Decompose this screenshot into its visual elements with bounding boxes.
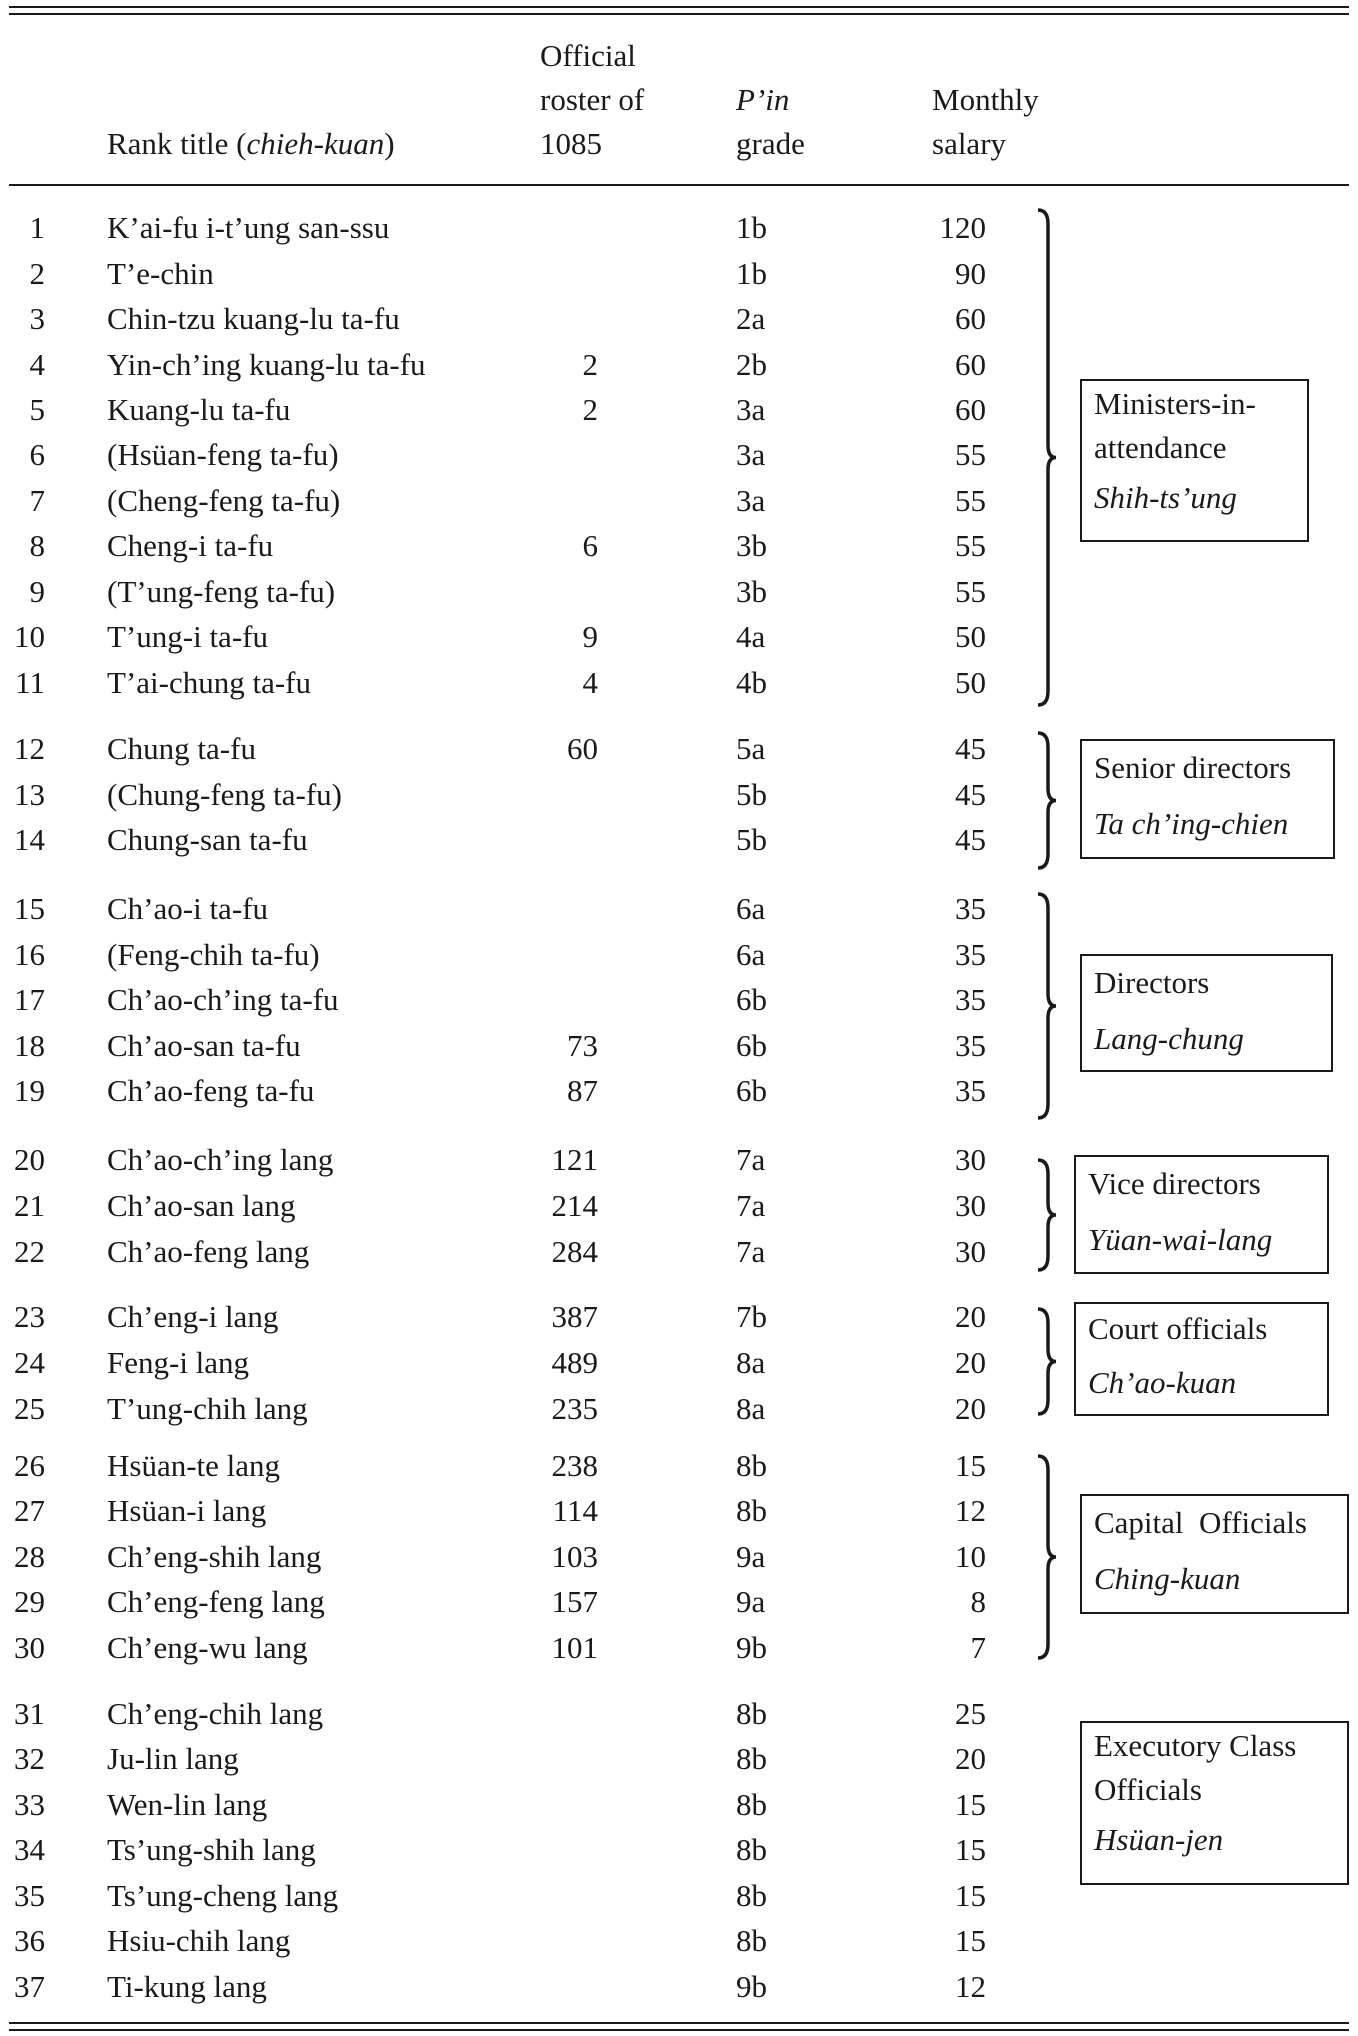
roster-count: 238 bbox=[551, 1448, 598, 1483]
row-number: 12 bbox=[14, 731, 45, 766]
pin-grade: 7a bbox=[736, 1234, 766, 1269]
monthly-salary: 55 bbox=[955, 528, 986, 563]
group-box-directors bbox=[1080, 954, 1333, 1072]
pin-grade: 8b bbox=[736, 1696, 767, 1731]
monthly-salary: 45 bbox=[955, 731, 986, 766]
pin-grade: 8b bbox=[736, 1923, 767, 1958]
roster-count: 2 bbox=[582, 392, 598, 427]
group-term: Ch’ao-kuan bbox=[1088, 1365, 1237, 1400]
row-number: 10 bbox=[14, 619, 45, 654]
rank-title: Ch’eng-i lang bbox=[107, 1299, 279, 1334]
rank-title: Hsüan-te lang bbox=[107, 1448, 281, 1483]
monthly-salary: 20 bbox=[955, 1741, 986, 1776]
roster-count: 60 bbox=[567, 731, 598, 766]
pin-grade: 3a bbox=[736, 392, 766, 427]
roster-count: 235 bbox=[551, 1391, 598, 1426]
roster-count: 101 bbox=[551, 1630, 598, 1665]
row-number: 11 bbox=[15, 665, 45, 700]
row-number: 36 bbox=[14, 1923, 45, 1958]
rank-title: Ts’ung-cheng lang bbox=[107, 1878, 339, 1913]
monthly-salary: 15 bbox=[955, 1787, 986, 1822]
monthly-salary: 30 bbox=[955, 1188, 986, 1223]
pin-grade: 2b bbox=[736, 347, 767, 382]
roster-count: 214 bbox=[551, 1188, 598, 1223]
rank-title: Ch’eng-wu lang bbox=[107, 1630, 308, 1665]
group-label-line1: Executory Class bbox=[1094, 1728, 1297, 1763]
group-label: Vice directors bbox=[1088, 1166, 1261, 1201]
row-number: 19 bbox=[14, 1073, 45, 1108]
group-box-court-officials bbox=[1074, 1302, 1329, 1416]
rank-title: Ch’ao-ch’ing lang bbox=[107, 1142, 334, 1177]
monthly-salary: 60 bbox=[955, 347, 986, 382]
monthly-salary: 50 bbox=[955, 665, 986, 700]
brace-senior-directors bbox=[1034, 731, 1064, 870]
monthly-salary: 120 bbox=[939, 210, 986, 245]
monthly-salary: 55 bbox=[955, 574, 986, 609]
row-number: 29 bbox=[14, 1584, 45, 1619]
roster-count: 121 bbox=[551, 1142, 598, 1177]
pin-grade: 8a bbox=[736, 1391, 766, 1426]
pin-grade: 6b bbox=[736, 1028, 767, 1063]
header-roster-line1: Official bbox=[540, 38, 636, 73]
group-term: Lang-chung bbox=[1094, 1021, 1244, 1056]
rank-title: K’ai-fu i-t’ung san-ssu bbox=[107, 210, 390, 245]
monthly-salary: 90 bbox=[955, 256, 986, 291]
pin-grade: 3b bbox=[736, 574, 767, 609]
rank-title: Ch’eng-shih lang bbox=[107, 1539, 322, 1574]
monthly-salary: 15 bbox=[955, 1878, 986, 1913]
rank-title: Ch’ao-ch’ing ta-fu bbox=[107, 982, 339, 1017]
group-label-line2: Officials bbox=[1094, 1772, 1202, 1807]
roster-count: 6 bbox=[582, 528, 598, 563]
group-term: Ta ch’ing-chien bbox=[1094, 806, 1289, 841]
rank-title: Ch’eng-chih lang bbox=[107, 1696, 324, 1731]
pin-grade: 7b bbox=[736, 1299, 767, 1334]
monthly-salary: 35 bbox=[955, 1028, 986, 1063]
monthly-salary: 35 bbox=[955, 891, 986, 926]
rank-title: Feng-i lang bbox=[107, 1345, 250, 1380]
group-label: Directors bbox=[1094, 965, 1210, 1000]
group-box-capital-officials bbox=[1080, 1494, 1349, 1614]
monthly-salary: 30 bbox=[955, 1234, 986, 1269]
rank-title: (T’ung-feng ta-fu) bbox=[107, 574, 336, 609]
brace-directors bbox=[1034, 892, 1064, 1120]
pin-grade: 9a bbox=[736, 1584, 766, 1619]
roster-count: 103 bbox=[551, 1539, 598, 1574]
header-rule bbox=[9, 184, 1349, 186]
bottom-rule-outer bbox=[9, 2022, 1349, 2024]
group-label: Court officials bbox=[1088, 1311, 1268, 1346]
header-roster-line3: 1085 bbox=[540, 126, 602, 161]
row-number: 27 bbox=[14, 1493, 45, 1528]
pin-grade: 4a bbox=[736, 619, 766, 654]
monthly-salary: 20 bbox=[955, 1345, 986, 1380]
row-number: 25 bbox=[14, 1391, 45, 1426]
monthly-salary: 7 bbox=[970, 1630, 986, 1665]
rank-title: T’ai-chung ta-fu bbox=[107, 665, 311, 700]
pin-grade: 3a bbox=[736, 437, 766, 472]
roster-count: 284 bbox=[551, 1234, 598, 1269]
row-number: 17 bbox=[14, 982, 45, 1017]
top-rule-outer bbox=[9, 6, 1349, 8]
rank-title: Cheng-i ta-fu bbox=[107, 528, 274, 563]
rank-title: Hsiu-chih lang bbox=[107, 1923, 291, 1958]
pin-grade: 3b bbox=[736, 528, 767, 563]
group-label: Senior directors bbox=[1094, 750, 1292, 785]
rank-title: Ch’eng-feng lang bbox=[107, 1584, 325, 1619]
rank-title: Ch’ao-san lang bbox=[107, 1188, 296, 1223]
monthly-salary: 30 bbox=[955, 1142, 986, 1177]
monthly-salary: 8 bbox=[970, 1584, 986, 1619]
pin-grade: 8b bbox=[736, 1878, 767, 1913]
monthly-salary: 10 bbox=[955, 1539, 986, 1574]
pin-grade: 9b bbox=[736, 1630, 767, 1665]
rank-title: (Chung-feng ta-fu) bbox=[107, 777, 342, 812]
pin-grade: 1b bbox=[736, 210, 767, 245]
monthly-salary: 50 bbox=[955, 619, 986, 654]
monthly-salary: 12 bbox=[955, 1493, 986, 1528]
row-number: 4 bbox=[29, 347, 45, 382]
row-number: 7 bbox=[29, 483, 45, 518]
pin-grade: 8b bbox=[736, 1832, 767, 1867]
rank-title: Ts’ung-shih lang bbox=[107, 1832, 316, 1867]
rank-title: Chung ta-fu bbox=[107, 731, 256, 766]
rank-title: Ch’ao-i ta-fu bbox=[107, 891, 268, 926]
group-term: Shih-ts’ung bbox=[1094, 480, 1237, 515]
roster-count: 9 bbox=[582, 619, 598, 654]
row-number: 8 bbox=[29, 528, 45, 563]
monthly-salary: 20 bbox=[955, 1391, 986, 1426]
roster-count: 489 bbox=[551, 1345, 598, 1380]
header-grade: grade bbox=[736, 126, 805, 161]
roster-count: 4 bbox=[582, 665, 598, 700]
pin-grade: 5b bbox=[736, 822, 767, 857]
group-term: Hsüan-jen bbox=[1094, 1822, 1224, 1857]
pin-grade: 7a bbox=[736, 1142, 766, 1177]
row-number: 1 bbox=[29, 210, 45, 245]
row-number: 16 bbox=[14, 937, 45, 972]
pin-grade: 5b bbox=[736, 777, 767, 812]
pin-grade: 6b bbox=[736, 1073, 767, 1108]
group-box-vice-directors bbox=[1074, 1155, 1329, 1274]
pin-grade: 5a bbox=[736, 731, 766, 766]
row-number: 24 bbox=[14, 1345, 45, 1380]
monthly-salary: 12 bbox=[955, 1969, 986, 2004]
roster-count: 2 bbox=[582, 347, 598, 382]
rank-title: Chin-tzu kuang-lu ta-fu bbox=[107, 301, 400, 336]
row-number: 13 bbox=[14, 777, 45, 812]
roster-count: 157 bbox=[551, 1584, 598, 1619]
rank-title: Ch’ao-feng lang bbox=[107, 1234, 310, 1269]
monthly-salary: 60 bbox=[955, 301, 986, 336]
monthly-salary: 35 bbox=[955, 937, 986, 972]
row-number: 30 bbox=[14, 1630, 45, 1665]
row-number: 5 bbox=[29, 392, 45, 427]
header-pin: P’in bbox=[736, 82, 790, 117]
row-number: 28 bbox=[14, 1539, 45, 1574]
row-number: 31 bbox=[14, 1696, 45, 1731]
group-box-senior-directors bbox=[1080, 739, 1335, 859]
monthly-salary: 60 bbox=[955, 392, 986, 427]
group-box-ministers bbox=[1080, 379, 1309, 542]
pin-grade: 6b bbox=[736, 982, 767, 1017]
pin-grade: 8b bbox=[736, 1448, 767, 1483]
rank-title: Wen-lin lang bbox=[107, 1787, 268, 1822]
row-number: 21 bbox=[14, 1188, 45, 1223]
group-label-line1: Ministers-in- bbox=[1094, 386, 1256, 421]
header-rank-title: Rank title (chieh-kuan) bbox=[107, 126, 395, 161]
header-roster-line2: roster of bbox=[540, 82, 645, 117]
pin-grade: 9a bbox=[736, 1539, 766, 1574]
pin-grade: 2a bbox=[736, 301, 766, 336]
monthly-salary: 45 bbox=[955, 822, 986, 857]
group-label-line2: attendance bbox=[1094, 430, 1227, 465]
rank-title: (Feng-chih ta-fu) bbox=[107, 937, 320, 972]
monthly-salary: 45 bbox=[955, 777, 986, 812]
rank-title: Ti-kung lang bbox=[107, 1969, 267, 2004]
row-number: 22 bbox=[14, 1234, 45, 1269]
group-label: Capital Officials bbox=[1094, 1505, 1307, 1540]
row-number: 15 bbox=[14, 891, 45, 926]
header-salary-line2: salary bbox=[932, 126, 1007, 161]
brace-court-officials bbox=[1034, 1307, 1064, 1416]
pin-grade: 4b bbox=[736, 665, 767, 700]
pin-grade: 9b bbox=[736, 1969, 767, 2004]
header-salary-line1: Monthly bbox=[932, 82, 1039, 117]
brace-capital-officials bbox=[1034, 1454, 1064, 1660]
rank-title: Ch’ao-feng ta-fu bbox=[107, 1073, 315, 1108]
pin-grade: 8b bbox=[736, 1493, 767, 1528]
row-number: 14 bbox=[14, 822, 45, 857]
row-number: 20 bbox=[14, 1142, 45, 1177]
monthly-salary: 55 bbox=[955, 483, 986, 518]
rank-title: Ch’ao-san ta-fu bbox=[107, 1028, 301, 1063]
bottom-rule-inner bbox=[9, 2029, 1349, 2031]
group-term: Ching-kuan bbox=[1094, 1561, 1241, 1596]
brace-vice-directors bbox=[1034, 1158, 1064, 1272]
group-box-executory-officials bbox=[1080, 1721, 1349, 1885]
pin-grade: 6a bbox=[736, 891, 766, 926]
monthly-salary: 35 bbox=[955, 1073, 986, 1108]
row-number: 2 bbox=[29, 256, 45, 291]
monthly-salary: 15 bbox=[955, 1832, 986, 1867]
row-number: 34 bbox=[14, 1832, 45, 1867]
row-number: 35 bbox=[14, 1878, 45, 1913]
pin-grade: 8b bbox=[736, 1787, 767, 1822]
top-rule-inner bbox=[9, 13, 1349, 15]
row-number: 6 bbox=[29, 437, 45, 472]
monthly-salary: 15 bbox=[955, 1448, 986, 1483]
pin-grade: 3a bbox=[736, 483, 766, 518]
row-number: 26 bbox=[14, 1448, 45, 1483]
rank-title: Yin-ch’ing kuang-lu ta-fu bbox=[107, 347, 426, 382]
pin-grade: 6a bbox=[736, 937, 766, 972]
group-term: Yüan-wai-lang bbox=[1088, 1222, 1273, 1257]
monthly-salary: 55 bbox=[955, 437, 986, 472]
rank-title: Hsüan-i lang bbox=[107, 1493, 267, 1528]
monthly-salary: 20 bbox=[955, 1299, 986, 1334]
monthly-salary: 35 bbox=[955, 982, 986, 1017]
row-number: 18 bbox=[14, 1028, 45, 1063]
rank-title: (Cheng-feng ta-fu) bbox=[107, 483, 341, 518]
roster-count: 114 bbox=[552, 1493, 598, 1528]
row-number: 33 bbox=[14, 1787, 45, 1822]
pin-grade: 8a bbox=[736, 1345, 766, 1380]
rank-title: T’ung-chih lang bbox=[107, 1391, 308, 1426]
rank-title: Kuang-lu ta-fu bbox=[107, 392, 291, 427]
pin-grade: 7a bbox=[736, 1188, 766, 1223]
row-number: 9 bbox=[29, 574, 45, 609]
row-number: 32 bbox=[14, 1741, 45, 1776]
pin-grade: 1b bbox=[736, 256, 767, 291]
monthly-salary: 25 bbox=[955, 1696, 986, 1731]
rank-title: T’ung-i ta-fu bbox=[107, 619, 268, 654]
rank-title: Ju-lin lang bbox=[107, 1741, 239, 1776]
brace-ministers bbox=[1034, 208, 1064, 707]
row-number: 23 bbox=[14, 1299, 45, 1334]
roster-count: 87 bbox=[567, 1073, 598, 1108]
monthly-salary: 15 bbox=[955, 1923, 986, 1958]
row-number: 3 bbox=[29, 301, 45, 336]
row-number: 37 bbox=[14, 1969, 45, 2004]
pin-grade: 8b bbox=[736, 1741, 767, 1776]
rank-title: T’e-chin bbox=[107, 256, 214, 291]
roster-count: 73 bbox=[567, 1028, 598, 1063]
rank-title: Chung-san ta-fu bbox=[107, 822, 308, 857]
rank-title: (Hsüan-feng ta-fu) bbox=[107, 437, 339, 472]
roster-count: 387 bbox=[551, 1299, 598, 1334]
